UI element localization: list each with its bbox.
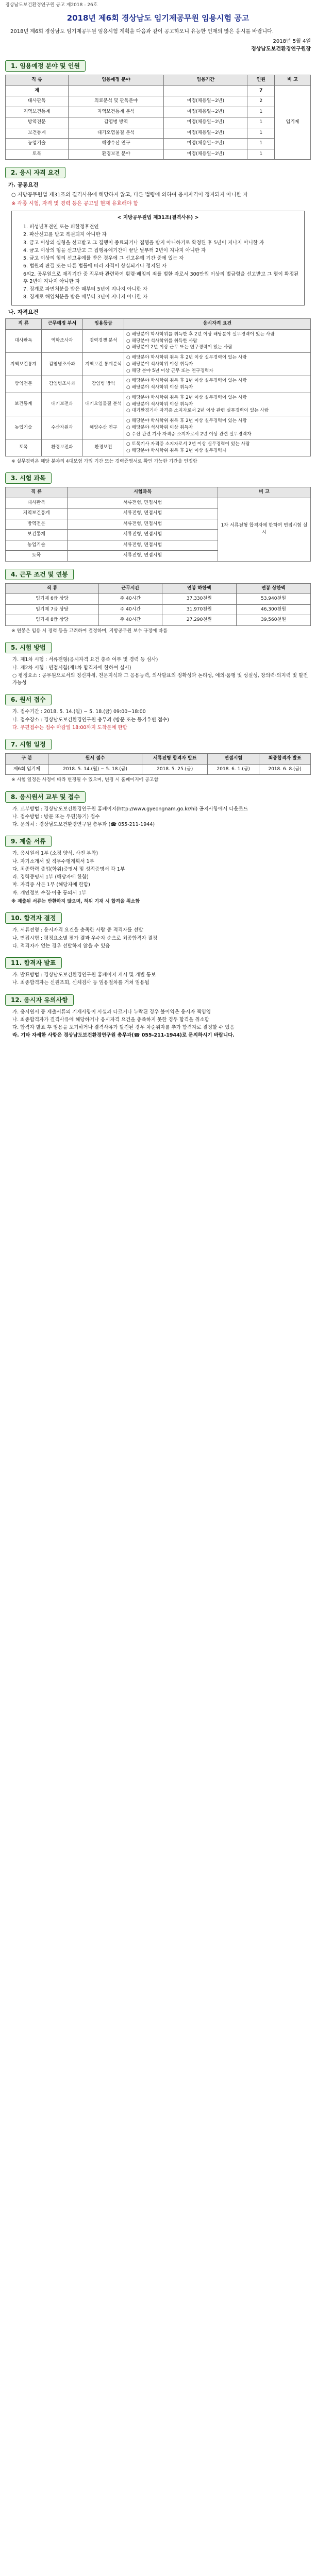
qualification-cell: 해양수산 연구 xyxy=(83,416,124,439)
table-row xyxy=(6,376,311,393)
qualification-cell: 농업기술 xyxy=(6,416,42,439)
qualification-cell: ○ 해당분야 학사학위를 취득한 후 2년 이상 해당분야 실무경력이 있는 사람 ○ 해당분야 석사학위를 취득한 사람 ○ 해당분야 2년 이상 근무 또는 연구경력이 있는 사람 xyxy=(124,329,311,352)
table-row: 보건통계 대기오염물질 분석 미정(채용일~2년) 1 xyxy=(6,128,311,139)
list-item: 다. 합격자 발표 후 임용을 포기하거나 결격사유가 발견된 경우 차순위자를 추가 합격자로 결정할 수 있음 xyxy=(12,1025,235,1030)
qualification-cell: 감염병조사과 xyxy=(42,353,83,376)
qualification-cell: 환경보전과 xyxy=(42,439,83,456)
table-row: 임기제 8급 상당 주 40시간 27,290천원 39,560천원 xyxy=(6,615,311,626)
qualification-cell: 역학조사과 xyxy=(42,329,83,352)
list-item: 나. 면접시험 : 평정요소별 평가 결과 우수자 순으로 최종합격자 결정 xyxy=(12,935,158,941)
qualification-note: ※ 실무경력은 해당 분야의 4대보험 가입 기간 또는 경력증명서로 확인 가능한 기간을 인정함 xyxy=(11,459,197,464)
qualification-cell: ○ 토목기사 자격증 소지자로서 2년 이상 실무경력이 있는 사람 ○ 해당분야 학사학위 취득 후 2년 이상 실무경력자 xyxy=(124,439,311,456)
section-2-heading: 2. 응시 자격 요건 xyxy=(5,167,311,178)
list-item: 7. 징계로 파면처분을 받은 때부터 5년이 지나지 아니한 자 xyxy=(23,286,148,292)
notice-date: 2018년 5월 4일 xyxy=(273,39,311,44)
qualification-cell: 대기보전과 xyxy=(42,393,83,416)
list-item: 라. 경력증명서 1부 (해당자에 한함) xyxy=(12,874,89,880)
list-item: 나. 자기소개서 및 직무수행계획서 1부 xyxy=(12,858,94,865)
table-row xyxy=(6,329,311,352)
col-remark: 비 고 xyxy=(275,75,311,86)
list-item: 5. 금고 이상의 형의 선고유예를 받은 경우에 그 선고유예 기간 중에 있는 자 xyxy=(23,256,184,261)
qualification-cell: ○ 해당분야 학사학위 취득 후 1년 이상 실무경력이 있는 사람 ○ 해당분야 석사학위 이상 취득자 xyxy=(124,376,311,393)
section-10-heading: 10. 합격자 결정 xyxy=(5,912,311,924)
qualification-cell: ○ 해당분야 학사학위 취득 후 2년 이상 실무경력이 있는 사람 ○ 해당분야 석사학위 이상 취득자 ○ 해당 분야 5년 이상 근무 또는 연구경력자 xyxy=(124,353,311,376)
table-row: 대사판독 서류전형, 면접시험 1차 서류전형 합격자에 한하여 면접시험 실시 xyxy=(6,498,311,509)
total-count: 7 xyxy=(247,86,275,96)
col-period: 임용기간 xyxy=(164,75,247,86)
qualification-cell: 감염병 방역 xyxy=(83,376,124,393)
notice-intro: 2018년 제6회 경상남도 임기제공무원 임용시험 계획을 다음과 같이 공고하오니 유능한 인재의 많은 응시를 바랍니다. xyxy=(10,29,274,35)
list-item: 4. 금고 이상의 형을 선고받고 그 집행유예기간이 끝난 날부터 2년이 지나지 아니한 자 xyxy=(23,247,206,253)
qualification-cell: 토목 xyxy=(6,439,42,456)
col-count: 인원 xyxy=(247,75,275,86)
list-item: 가. 응시원서 등 제출서류의 기재사항이 사실과 다르거나 누락된 경우 불이익은 응시자 책임임 xyxy=(12,1009,211,1015)
table-row: 제6회 임기제 2018. 5. 14.(월) ~ 5. 18.(금) 2018. 5. 25.(금) 2018. 6. 1.(금) 2018. 6. 8.(금) xyxy=(6,764,311,775)
table-row: 지역보건통계 지역보건통계 분석 미정(채용일~2년) 1 xyxy=(6,107,311,117)
documents-note: ※ 제출된 서류는 반환하지 않으며, 허위 기재 시 합격을 취소함 xyxy=(11,899,140,904)
list-item: 나. 제2차 시험 : 면접시험(제1차 합격자에 한하여 실시) xyxy=(12,665,131,671)
section-12-heading: 12. 응시자 유의사항 xyxy=(5,994,311,1006)
notice-number: 경상남도보건환경연구원 공고 제2018 - 26호 xyxy=(5,3,98,8)
qualification-table: 직 류 근무예정 부서 임용등급 응시자격 요건 대사판독 역학조사과 경력경쟁 분석 ○ 해당분야 학사학위를 취득한 후 2년 이상 해당분야 실무경력이 있는 사람 ○ 해당분야 석사학위를 취득한 사람 ○ 해당분야 2년 이상 근무 또는 연구경력이 있는 사람 지역보건통계 감염병조사과 지역보건 통계분석 ○ 해당분야 학사학위 취득 후 2년 이상 실무경력이 있는 사람 ○ 해당분야 석사학위 이상 취득자 ○ 해당 분야 5년 이상 근무 또는 연구경력자 방역전문 감염병조사과 감염병 방역 ○ 해당분야 학사학위 취득 후 1년 이상 실무경력이 있는 사람 ○ 해당분야 석사학위 이상 취득자 보건통계 대기보전과 대기오염물질 분석 ○ 해당분야 학사학위 취득 후 2년 이상 실무경력이 있는 사람 ○ 해당분야 석사학위 이상 취득자 ○ 대기환경기사 자격증 소지자로서 2년 이상 관련 실무경력이 있는 사람 농업기술 수산자원과 해양수산 연구 ○ 해당분야 학사학위 취득 후 2년 이상 실무경력이 있는 사람 ○ 해당분야 석사학위 이상 취득자 ○ 수산 관련 기사 자격증 소지자로서 2년 이상 관련 실무경력자 토목 환경보전과 환경보전 ○ 토목기사 자격증 소지자로서 2년 이상 실무경력이 있는 사람 ○ 해당분야 학사학위 취득 후 2년 이상 실무경력자 xyxy=(5,318,311,456)
table-row: 임기제 7급 상당 주 40시간 31,970천원 46,300천원 xyxy=(6,604,311,615)
common-req-note: ※ 각종 시험, 자격 및 경력 등은 공고일 현재 유효해야 함 xyxy=(11,200,139,207)
qualification-heading: 나. 자격요건 xyxy=(8,309,39,315)
list-item: 6. 법원의 판결 또는 다른 법률에 따라 자격이 상실되거나 정지된 자 xyxy=(23,263,167,269)
section-6-heading: 6. 원서 접수 xyxy=(5,694,311,705)
salary-note: ※ 연봉은 임용 시 경력 등을 고려하여 결정하며, 지방공무원 보수 규정에 따름 xyxy=(11,628,168,634)
list-item: 가. 제1차 시험 : 서류전형(응시자격 요건 충족 여부 및 경력 등 심사) xyxy=(12,657,158,663)
qualification-cell: ○ 해당분야 학사학위 취득 후 2년 이상 실무경력이 있는 사람 ○ 해당분야 석사학위 이상 취득자 ○ 수산 관련 기사 자격증 소지자로서 2년 이상 관련 실무경력자 xyxy=(124,416,311,439)
common-req-text: ○ 지방공무원법 제31조의 결격사유에 해당하지 않고, 다른 법령에 의하여 응시자격이 정지되지 아니한 자 xyxy=(11,192,248,198)
total-label: 계 xyxy=(6,86,69,96)
table-row xyxy=(6,416,311,439)
qualification-cell: ○ 해당분야 학사학위 취득 후 2년 이상 실무경력이 있는 사람 ○ 해당분야 석사학위 이상 취득자 ○ 대기환경기사 자격증 소지자로서 2년 이상 관련 실무경력이 있는 사람 xyxy=(124,393,311,416)
list-item: 가. 서류전형 : 응시자격 요건을 충족한 사람 중 적격자를 선발 xyxy=(12,927,143,934)
list-item: 다. 우편접수는 접수 마감일 18:00까지 도착분에 한함 xyxy=(12,724,127,731)
table-row xyxy=(6,439,311,456)
section-5-heading: 5. 시험 방법 xyxy=(5,642,311,653)
qualification-cell: 대기오염물질 분석 xyxy=(83,393,124,416)
table-row: 토목 서류전형, 면접시험 xyxy=(6,551,311,562)
list-item: 가. 응시원서 1부 (소정 양식, 사진 부착) xyxy=(12,851,98,857)
table-row: 임기제 6급 상당 주 40시간 37,330천원 53,940천원 xyxy=(6,594,311,605)
table-row: 토목 환경보전 분야 미정(채용일~2년) 1 xyxy=(6,149,311,160)
list-item: 마. 자격증 사본 1부 (해당자에 한함) xyxy=(12,882,90,888)
common-req-heading: 가. 공통요건 xyxy=(8,182,39,188)
section-7-heading: 7. 시험 일정 xyxy=(5,739,311,750)
table-row: 지역보건통계 서류전형, 면접시험 xyxy=(6,509,311,519)
table-row: 농업기술 서류전형, 면접시험 xyxy=(6,540,311,551)
list-item: 가. 발표방법 : 경상남도보건환경연구원 홈페이지 게시 및 개별 통보 xyxy=(12,972,156,978)
qualification-cell: 환경보전 xyxy=(83,439,124,456)
table-row: 방역전문 감염병 방역 미정(채용일~2년) 1 xyxy=(6,117,311,128)
table-row xyxy=(6,353,311,376)
table-row: 대사판독 의료분석 및 판독분야 미정(채용일~2년) 2 xyxy=(6,96,311,107)
col-field: 임용예정 분야 xyxy=(68,75,163,86)
table-row: 농업기술 해양수산 연구 미정(채용일~2년) 1 xyxy=(6,139,311,149)
section-1-heading: 1. 임용예정 분야 및 인원 xyxy=(5,60,311,72)
schedule-table: 구 분 원서 접수 서류전형 합격자 발표 면접시험 최종합격자 발표 제6회 임기제 2018. 5. 14.(월) ~ 5. 18.(금) 2018. 5. 25.(금) 2018. 6. 1.(금) 2018. 6. 8.(금) xyxy=(5,753,311,775)
section-4-heading: 4. 근무 조건 및 연봉 xyxy=(5,569,311,580)
table-row xyxy=(6,393,311,416)
schedule-note: ※ 시험 일정은 사정에 따라 변경될 수 있으며, 변경 시 홈페이지에 공고함 xyxy=(11,777,159,783)
list-item: 다. 문의처 : 경상남도보건환경연구원 총무과 (☎ 055-211-1944) xyxy=(12,822,155,827)
list-item: 라. 기타 자세한 사항은 경상남도보건환경연구원 총무과(☎ 055-211-1944)로 문의하시기 바랍니다. xyxy=(12,1032,235,1039)
list-item: 1. 피성년후견인 또는 피한정후견인 xyxy=(23,224,99,230)
table-row: 방역전문 서류전형, 면접시험 xyxy=(6,519,311,530)
qualification-cell: 지역보건 통계분석 xyxy=(83,353,124,376)
section-8-heading: 8. 응시원서 교부 및 접수 xyxy=(5,791,311,803)
notice-title: 2018년 제6회 경상남도 임기제공무원 임용시험 공고 xyxy=(66,13,250,23)
qualification-cell: 감염병조사과 xyxy=(42,376,83,393)
col-job-type: 직 류 xyxy=(6,75,69,86)
list-item: ○ 평정요소 : 공무원으로서의 정신자세, 전문지식과 그 응용능력, 의사발표의 정확성과 논리성, 예의·품행 및 성실성, 창의력·의지력 및 발전가능성 xyxy=(12,672,308,686)
exam-subject-table: 직 류 시험과목 비 고 대사판독 서류전형, 면접시험 1차 서류전형 합격자에 한하여 면접시험 실시 지역보건통계 서류전형, 면접시험 방역전문 서류전형, 면접시험 보건통계 서류전형, 면접시험 농업기술 서류전형, 면접시험 토목 서류전형, 면접시험 xyxy=(5,487,311,562)
section-9-heading: 9. 제출 서류 xyxy=(5,836,311,847)
list-item: 8. 징계로 해임처분을 받은 때부터 3년이 지나지 아니한 자 xyxy=(23,294,148,300)
list-item: 나. 접수방법 : 방문 또는 우편(등기) 접수 xyxy=(12,814,100,820)
salary-table: 직 류 근무시간 연봉 하한액 연봉 상한액 임기제 6급 상당 주 40시간 37,330천원 53,940천원 임기제 7급 상당 주 40시간 31,970천원 46,300천원 임기제 8급 상당 주 40시간 27,290천원 39,560천원 xyxy=(5,583,311,626)
positions-table xyxy=(5,75,311,160)
list-item: 나. 최종합격자가 결격사유에 해당하거나 응시자격 요건을 충족하지 못한 경우 합격을 취소함 xyxy=(12,1016,209,1023)
qualification-cell: 경력경쟁 분석 xyxy=(83,329,124,352)
list-item: 2. 파산선고를 받고 복권되지 아니한 자 xyxy=(23,232,107,238)
qualification-cell: 방역전문 xyxy=(6,376,42,393)
section-3-heading: 3. 시험 과목 xyxy=(5,472,311,484)
list-item: 나. 최종합격자는 신원조회, 신체검사 등 임용절차를 거쳐 임용됨 xyxy=(12,980,149,986)
qualification-cell: 보건통계 xyxy=(6,393,42,416)
qualification-cell: 지역보건통계 xyxy=(6,353,42,376)
list-item: 바. 개인정보 수집·이용 동의서 1부 xyxy=(12,890,87,896)
remark-cell: 임기제 xyxy=(275,86,311,160)
list-item: 나. 접수장소 : 경상남도보건환경연구원 총무과 (방문 또는 등기우편 접수) xyxy=(12,717,169,723)
notice-page xyxy=(0,0,316,1048)
qualification-cell: 수산자원과 xyxy=(42,416,83,439)
list-item: 다. 최종학력 졸업(학위)증명서 및 성적증명서 각 1부 xyxy=(12,866,125,872)
list-item: 6의2. 공무원으로 재직기간 중 직무와 관련하여 횡령·배임의 죄를 범한 자로서 300만원 이상의 벌금형을 선고받고 그 형이 확정된 후 2년이 지나지 아니한 자 xyxy=(23,271,299,284)
list-item: 3. 금고 이상의 실형을 선고받고 그 집행이 종료되거나 집행을 받지 아니하기로 확정된 후 5년이 지나지 아니한 자 xyxy=(23,240,264,246)
disqualification-box: < 지방공무원법 제31조(결격사유) > 1. 피성년후견인 또는 피한정후견인 2. 파산선고를 받고 복권되지 아니한 자 3. 금고 이상의 실형을 선고받고 그 집행이 종료되거나 집행을 받지 아니하기로 확정된 후 5년이 지나지 아니한 자 4. 금고 이상의 형을 선고받고 그 집행유예기간이 끝난 날부터 2년이 지나지 아니한 자 5. 금고 이상의 형의 선고유예를 받은 경우에 그 선고유예 기간 중에 있는 자 6. 법원의 판결 또는 다른 법률에 따라 자격이 상실되거나 정지된 자 6의2. 공무원으로 재직기간 중 직무와 관련하여 횡령·배임의 죄를 범한 자로서 300만원 이상의 벌금형을 선고받고 그 형이 확정된 후 2년이 지나지 아니한 자 7. 징계로 파면처분을 받은 때부터 5년이 지나지 아니한 자 8. 징계로 해임처분을 받은 때부터 3년이 지나지 아니한 자 xyxy=(11,211,305,306)
section-11-heading: 11. 합격자 발표 xyxy=(5,957,311,969)
list-item: 가. 교부방법 : 경상남도보건환경연구원 홈페이지(http://www.gyeongnam.go.kr/hi) 공지사항에서 다운로드 xyxy=(12,806,248,812)
list-item: 다. 적격자가 없는 경우 선발하지 않을 수 있음 xyxy=(12,943,110,949)
list-item: 가. 접수기간 : 2018. 5. 14.(월) ~ 5. 18.(금) 09:00~18:00 xyxy=(12,709,146,715)
qualification-cell: 대사판독 xyxy=(6,329,42,352)
table-row: 보건통계 서류전형, 면접시험 xyxy=(6,530,311,540)
notice-issuer: 경상남도보건환경연구원장 xyxy=(251,46,311,52)
